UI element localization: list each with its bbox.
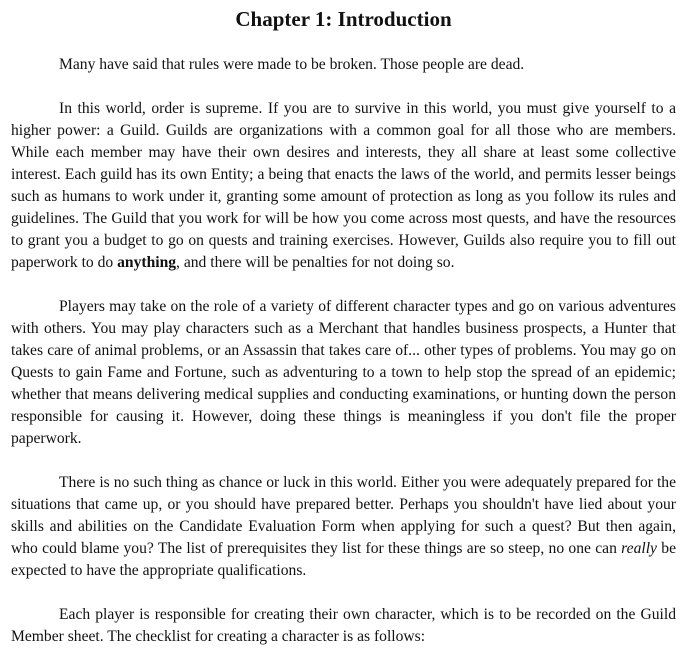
paragraph-3: [11, 296, 676, 450]
paragraph-2-bold-word: anything: [117, 254, 177, 271]
paragraph-4-text-b: be expected to have the appropriate qualifications.: [11, 540, 676, 579]
paragraph-2: [11, 98, 676, 274]
paragraph-4-text-a: There is no such thing as chance or luck in this world. Either you were adequately prepared for the situations that came up, or you should have prepared better. Perhaps you shouldn't have lied about your skills and abilities on the Candidate Evaluation Form when applying for such a quest? But then again, who could blame you? The list of prerequisites they list for these things are so steep, no one can: [11, 474, 676, 557]
chapter-title: Chapter 1: Introduction: [235, 7, 452, 31]
paragraph-2-text-b: , and there will be penalties for not doing so.: [176, 254, 455, 271]
paragraph-4-italic-word: really: [621, 540, 657, 557]
paragraph-5: [11, 604, 676, 648]
paragraph-5-text: Each player is responsible for creating their own character, which is to be recorded on the Guild Member sheet. The checklist for creating a character is as follows:: [11, 606, 676, 645]
paragraph-2-text-a: In this world, order is supreme. If you are to survive in this world, you must give yourself to a higher power: a Guild. Guilds are organizations with a common goal for all those who are members. While each member may have their own desires and interests, they all share at least some collective interest. Each guild has its own Entity; a being that enacts the laws of the world, and permits lesser beings such as humans to work under it, granting some amount of protection as long as you follow its rules and guidelines. The Guild that you work for will be how you come across most quests, and have the resources to grant you a budget to go on quests and training exercises. However, Guilds also require you to fill out paperwork to do: [11, 100, 676, 271]
paragraph-3-text: Players may take on the role of a variety of different character types and go on various adventures with others. You may play characters such as a Merchant that handles business prospects, a Hunter that takes care of animal problems, or an Assassin that takes care of... other types of problems. You may go on Quests to gain Fame and Fortune, such as adventuring to a town to help stop the spread of an epidemic; whether that means delivering medical supplies and conducting examinations, or hunting down the person responsible for causing it. However, doing these things is meaningless if you don't file the proper paperwork.: [11, 298, 676, 447]
paragraph-1: [11, 54, 676, 76]
paragraph-4: [11, 472, 676, 582]
paragraph-1-text: Many have said that rules were made to be broken. Those people are dead.: [59, 56, 525, 73]
